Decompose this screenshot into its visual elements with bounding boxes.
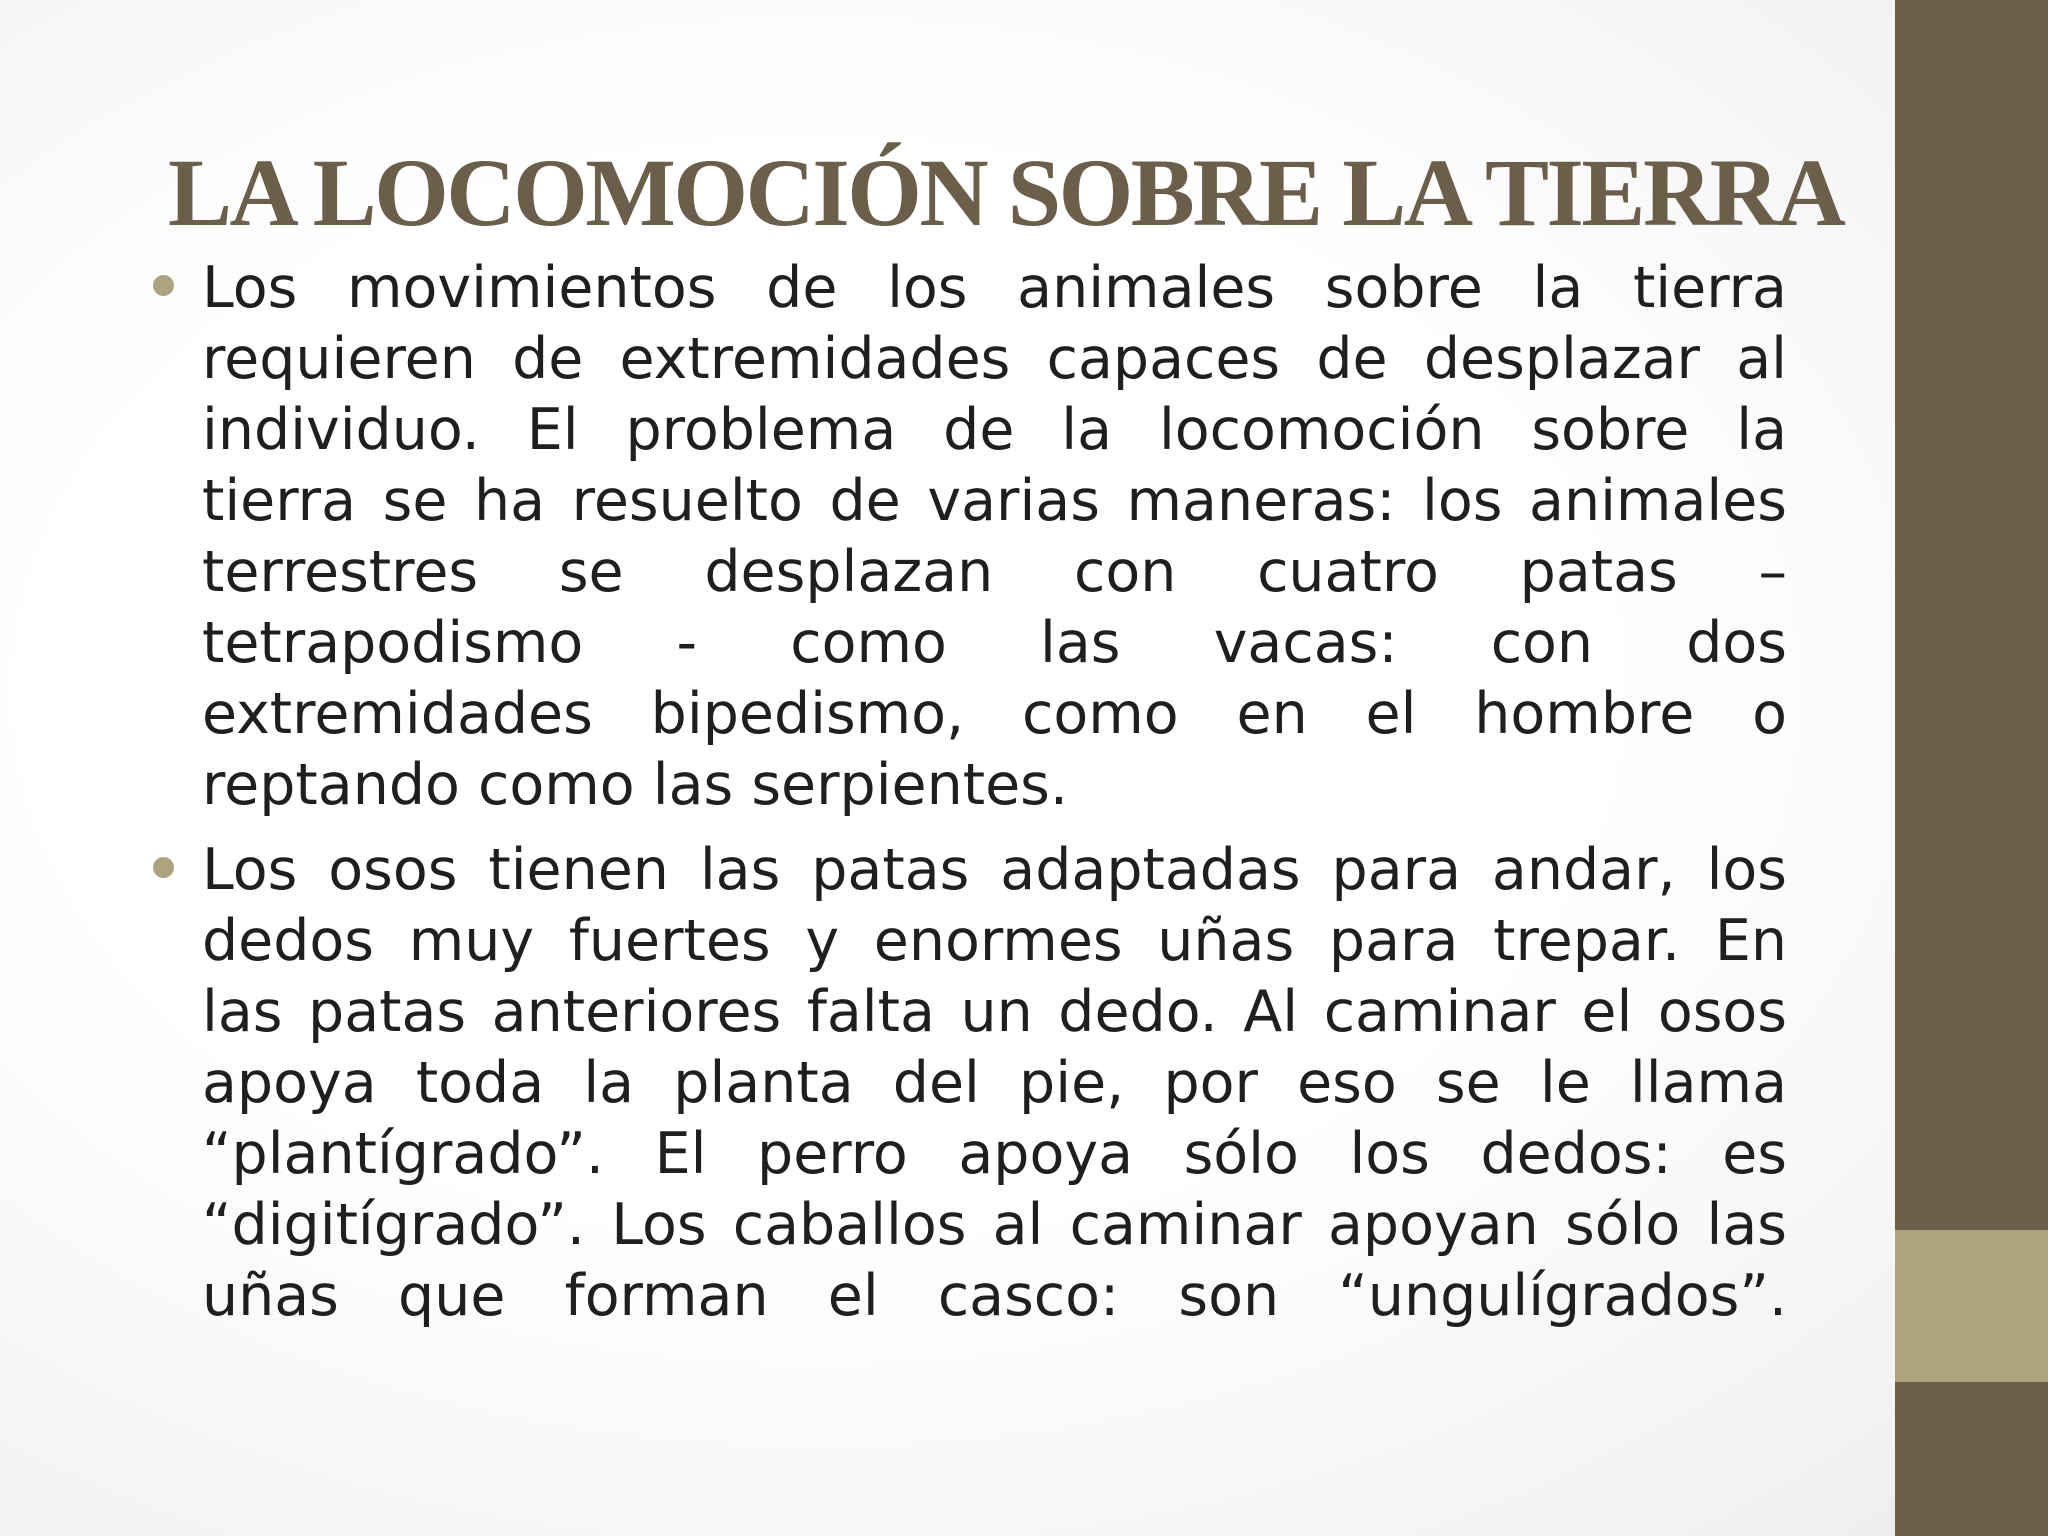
bullet-line: las patas anteriores falta un dedo. Al caminar el osos [202,979,1787,1045]
bullet-line: requieren de extremidades capaces de desplazar al [202,326,1787,392]
bullet-line: Los osos tienen las patas adaptadas para andar, los [202,837,1787,903]
bullet-item [202,835,1787,1332]
slide-title: LA LOCOMOCIÓN SOBRE LA TIERRA [168,139,1844,246]
bullet-line: “plantígrado”. El perro apoya sólo los dedos: es [202,1121,1787,1187]
bullet-line: reptando como las serpientes. [202,752,1068,818]
bullet-dot-icon [153,857,174,878]
bullet-line: individuo. El problema de la locomoción sobre la [202,397,1787,463]
bullet-dot-icon [153,275,174,296]
sidebar-accent-block [1895,1230,2048,1382]
bullet-line: dedos muy fuertes y enormes uñas para trepar. En [202,908,1787,974]
bullet-line: extremidades bipedismo, como en el hombre o [202,681,1787,747]
bullet-item [202,253,1787,821]
bullet-line: terrestres se desplazan con cuatro patas – [202,539,1787,605]
bullet-line: Los movimientos de los animales sobre la tierra [202,255,1787,321]
bullet-line: uñas que forman el casco: son “ungulígrados”. [202,1263,1787,1329]
bullet-line: tetrapodismo - como las vacas: con dos [202,610,1787,676]
bullet-line: apoya toda la planta del pie, por eso se le llama [202,1050,1787,1116]
bullet-list [202,253,1787,1346]
bullet-line: “digitígrado”. Los caballos al caminar apoyan sólo las [202,1192,1787,1258]
bullet-line: tierra se ha resuelto de varias maneras: los animales [202,468,1787,534]
decorative-sidebar [1895,0,2048,1536]
